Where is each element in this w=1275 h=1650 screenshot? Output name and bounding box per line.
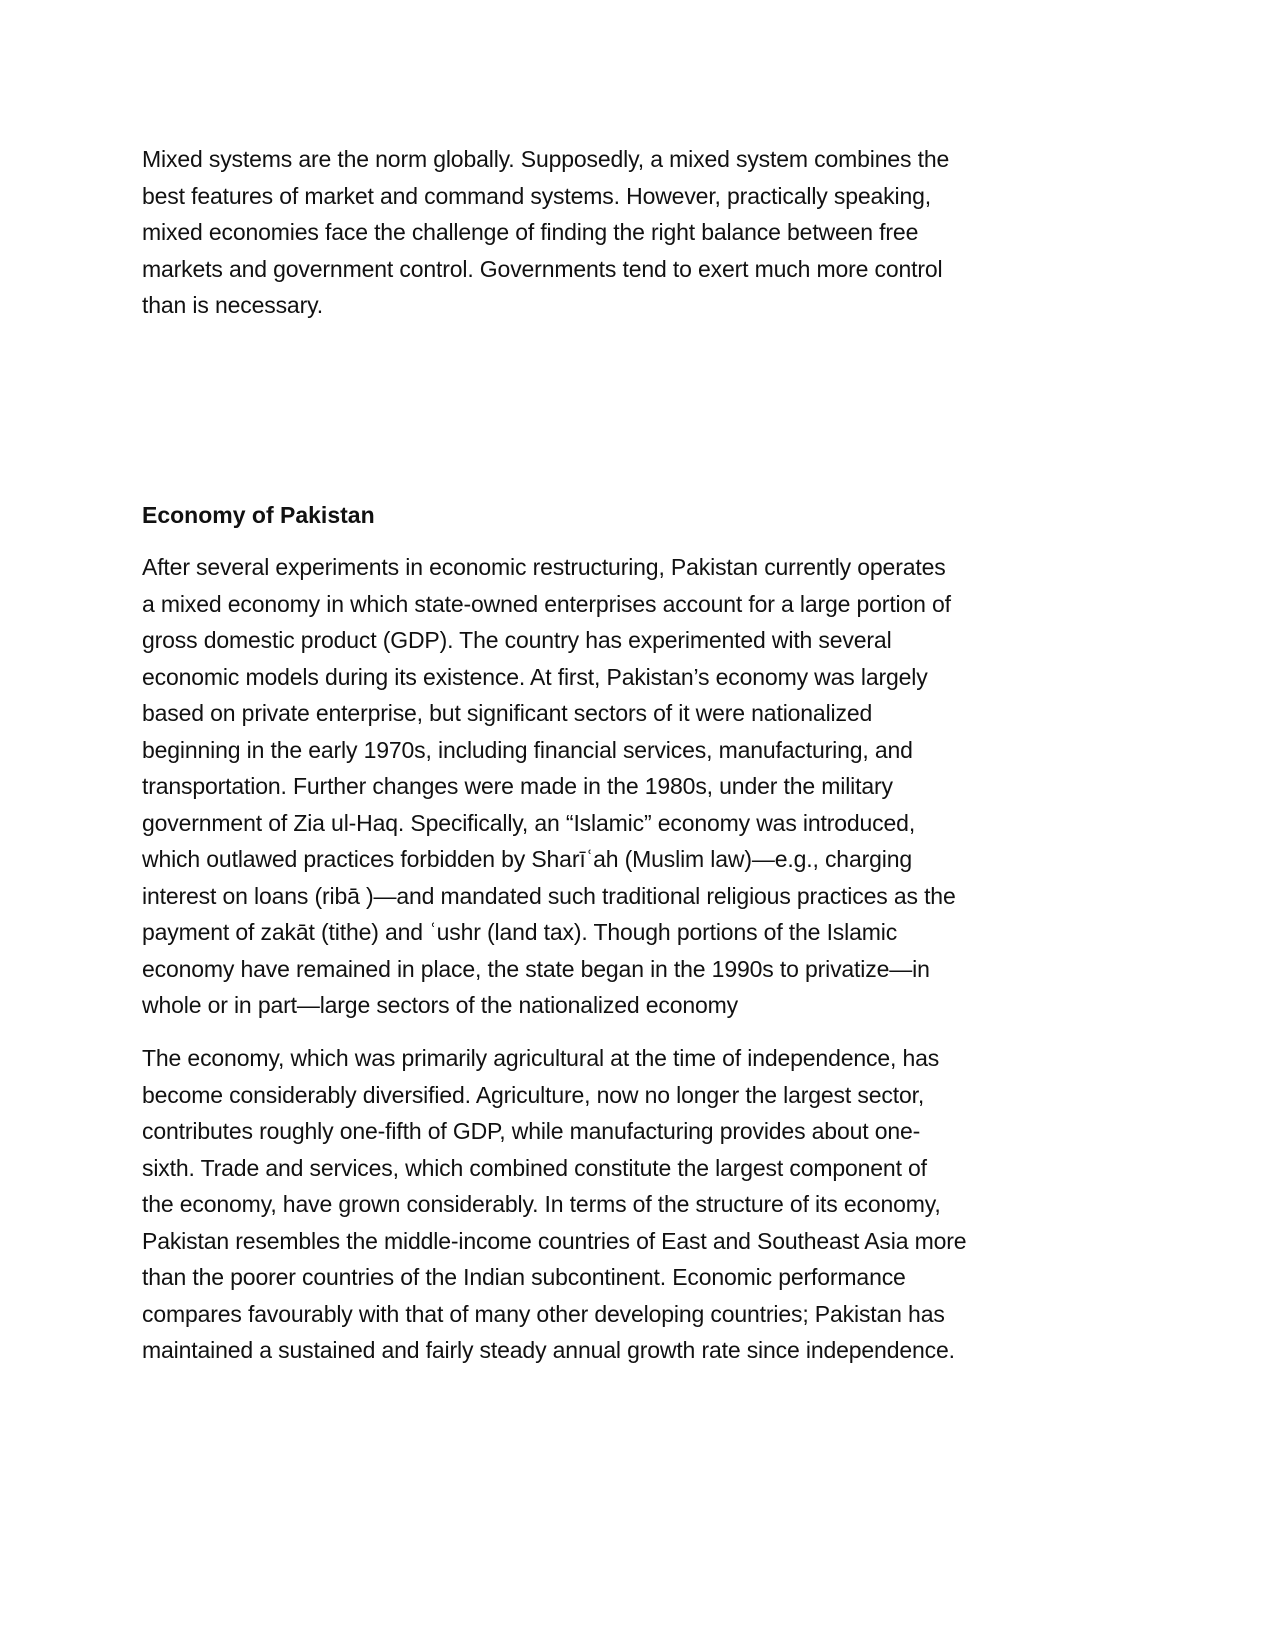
text-line: Pakistan resembles the middle-income countries of East and Southeast Asia more <box>142 1227 967 1254</box>
text-line: After several experiments in economic restructuring, Pakistan currently operates <box>142 554 946 580</box>
text-line: payment of zakāt (tithe) and ʿushr (land tax). Though portions of the Islamic <box>142 919 898 945</box>
body-paragraph-2 <box>142 1040 1102 1369</box>
text-line: economy have remained in place, the state began in the 1990s to privatize—in <box>142 955 930 982</box>
text-line: markets and government control. Governments tend to exert much more control <box>142 255 943 282</box>
text-line: mixed economies face the challenge of finding the right balance between free <box>142 219 919 245</box>
text-line: the economy, have grown considerably. In terms of the structure of its economy, <box>142 1191 941 1217</box>
text-line: beginning in the early 1970s, including financial services, manufacturing, and <box>142 736 913 763</box>
text-line: Mixed systems are the norm globally. Supposedly, a mixed system combines the <box>142 146 950 172</box>
text-line: which outlawed practices forbidden by Sharīʿah (Muslim law)—e.g., charging <box>142 846 912 872</box>
text-line: contributes roughly one-fifth of GDP, while manufacturing provides about one- <box>142 1118 921 1144</box>
text-line: than the poorer countries of the Indian subcontinent. Economic performance <box>142 1264 906 1290</box>
intro-paragraph <box>142 141 1102 324</box>
text-line: transportation. Further changes were made in the 1980s, under the military <box>142 773 893 799</box>
text-line: based on private enterprise, but significant sectors of it were nationalized <box>142 700 873 726</box>
text-line: a mixed economy in which state-owned enterprises account for a large portion of <box>142 590 951 617</box>
text-line: economic models during its existence. At first, Pakistan’s economy was largely <box>142 663 928 690</box>
section-heading: Economy of Pakistan <box>142 502 375 528</box>
text-line: sixth. Trade and services, which combined constitute the largest component of <box>142 1154 927 1181</box>
body-paragraph-1 <box>142 549 1102 1024</box>
text-line: government of Zia ul-Haq. Specifically, an “Islamic” economy was introduced, <box>142 809 916 836</box>
text-line: gross domestic product (GDP). The country has experimented with several <box>142 627 892 653</box>
text-line: best features of market and command systems. However, practically speaking, <box>142 182 931 209</box>
text-line: become considerably diversified. Agriculture, now no longer the largest sector, <box>142 1081 925 1108</box>
text-line: maintained a sustained and fairly steady annual growth rate since independence. <box>142 1337 955 1363</box>
text-line: compares favourably with that of many other developing countries; Pakistan has <box>142 1300 945 1327</box>
text-line: interest on loans (ribā )—and mandated such traditional religious practices as the <box>142 882 956 909</box>
text-line: than is necessary. <box>142 292 323 318</box>
text-line: whole or in part—large sectors of the nationalized economy <box>142 992 739 1018</box>
text-line: The economy, which was primarily agricultural at the time of independence, has <box>142 1045 940 1071</box>
